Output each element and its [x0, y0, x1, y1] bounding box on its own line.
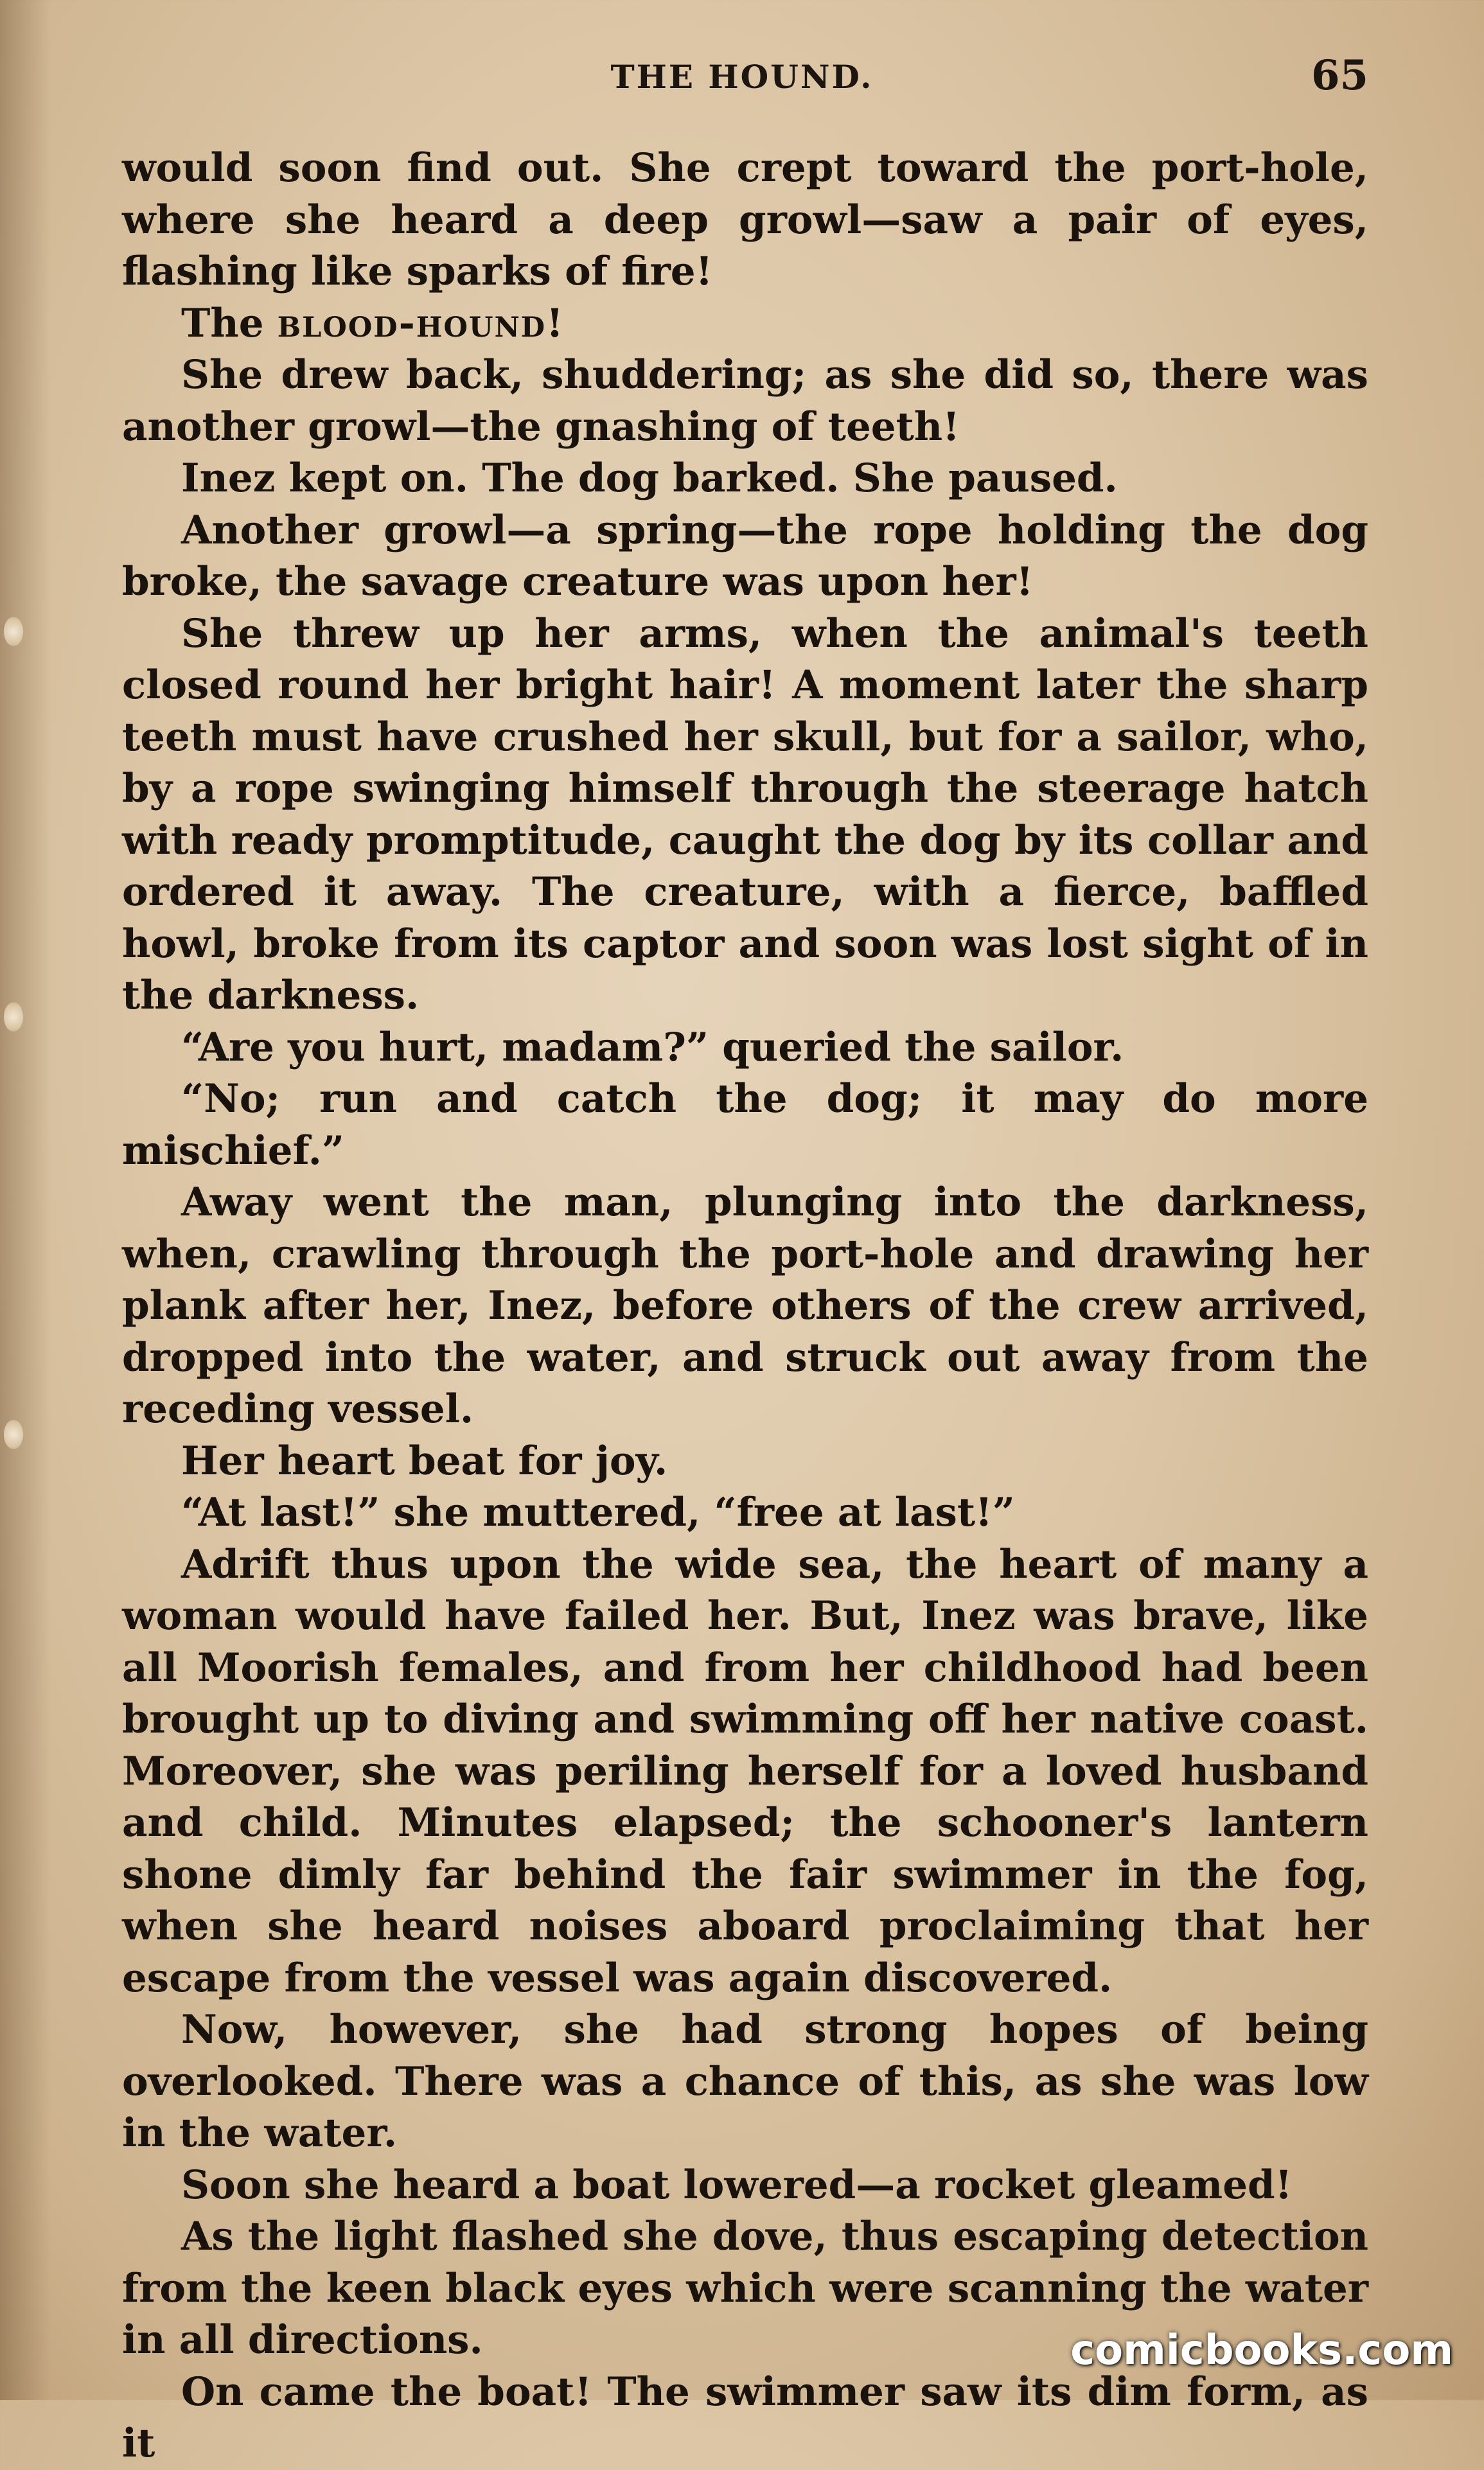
paragraph: Soon she heard a boat lowered—a rocket gleamed!	[181, 2162, 1293, 2208]
page-header	[116, 51, 1368, 109]
paragraph: She drew back, shuddering; as she did so, there was another growl—the gnashing of teeth!	[122, 352, 1368, 450]
paragraph: Now, however, she had strong hopes of being overlooked. There was a chance of this, as she was low in the water.	[122, 2007, 1368, 2156]
paragraph: On came the boat! The swimmer saw its dim form, as it	[122, 2369, 1368, 2466]
paragraph-suffix: !	[546, 300, 563, 346]
paragraph: “Are you hurt, madam?” queried the sailor.	[181, 1024, 1124, 1070]
watermark: comicbooks.com	[1070, 2327, 1453, 2374]
paragraph: Another growl—a spring—the rope holding the dog broke, the savage creature was upon her!	[122, 507, 1368, 604]
page-edge-shadow	[0, 0, 51, 2400]
paragraph: Her heart beat for joy.	[181, 1438, 668, 1484]
running-title: THE HOUND.	[610, 58, 874, 96]
paragraph: She threw up her arms, when the animal's teeth closed round her bright hair! A moment later the sharp teeth must have crushed her skull, but for a sailor, who, by a rope swinging himself through the steerage hatch with ready promptitude, caught the dog by its collar and ordered it away. The creature, with a fierce, baffled howl, broke from its captor and soon was lost sight of in the darkness.	[122, 610, 1368, 1018]
paragraph: would soon find out. She crept toward the port-hole, where she heard a deep growl—saw a pair of eyes, flashing like sparks of fire!	[122, 145, 1368, 294]
body-text	[122, 143, 1368, 2470]
paragraph: Adrift thus upon the wide sea, the heart of many a woman would have failed her. But, Inez was brave, like all Moorish females, and from her childhood had been brought up to diving and swimming off her native coast. Moreover, she was periling herself for a loved husband and child. Minutes elapsed; the schooner's lantern shone dimly far behind the fair swimmer in the fog, when she heard noises aboard proclaiming that her escape from the vessel was again discovered.	[122, 1541, 1368, 2001]
paragraph: “At last!” she muttered, “free at last!”	[181, 1490, 1015, 1535]
paragraph: As the light flashed she dove, thus escaping detection from the keen black eyes which were scanning the water in all directions.	[122, 2214, 1368, 2363]
page-number: 65	[1311, 51, 1368, 100]
page-hole-mark	[4, 617, 23, 646]
paragraph: Inez kept on. The dog barked. She paused.	[181, 455, 1118, 501]
paragraph	[122, 298, 1368, 350]
paragraph-prefix: The	[181, 300, 278, 346]
paragraph: “No; run and catch the dog; it may do more mischief.”	[122, 1076, 1368, 1174]
paragraph: Away went the man, plunging into the darkness, when, crawling through the port-hole and drawing her plank after her, Inez, before others of the crew arrived, dropped into the water, and struck out away from the receding vessel.	[122, 1179, 1368, 1432]
page-hole-mark	[4, 1420, 23, 1449]
page-hole-mark	[4, 1002, 23, 1032]
small-caps-term: blood-hound	[277, 300, 547, 346]
